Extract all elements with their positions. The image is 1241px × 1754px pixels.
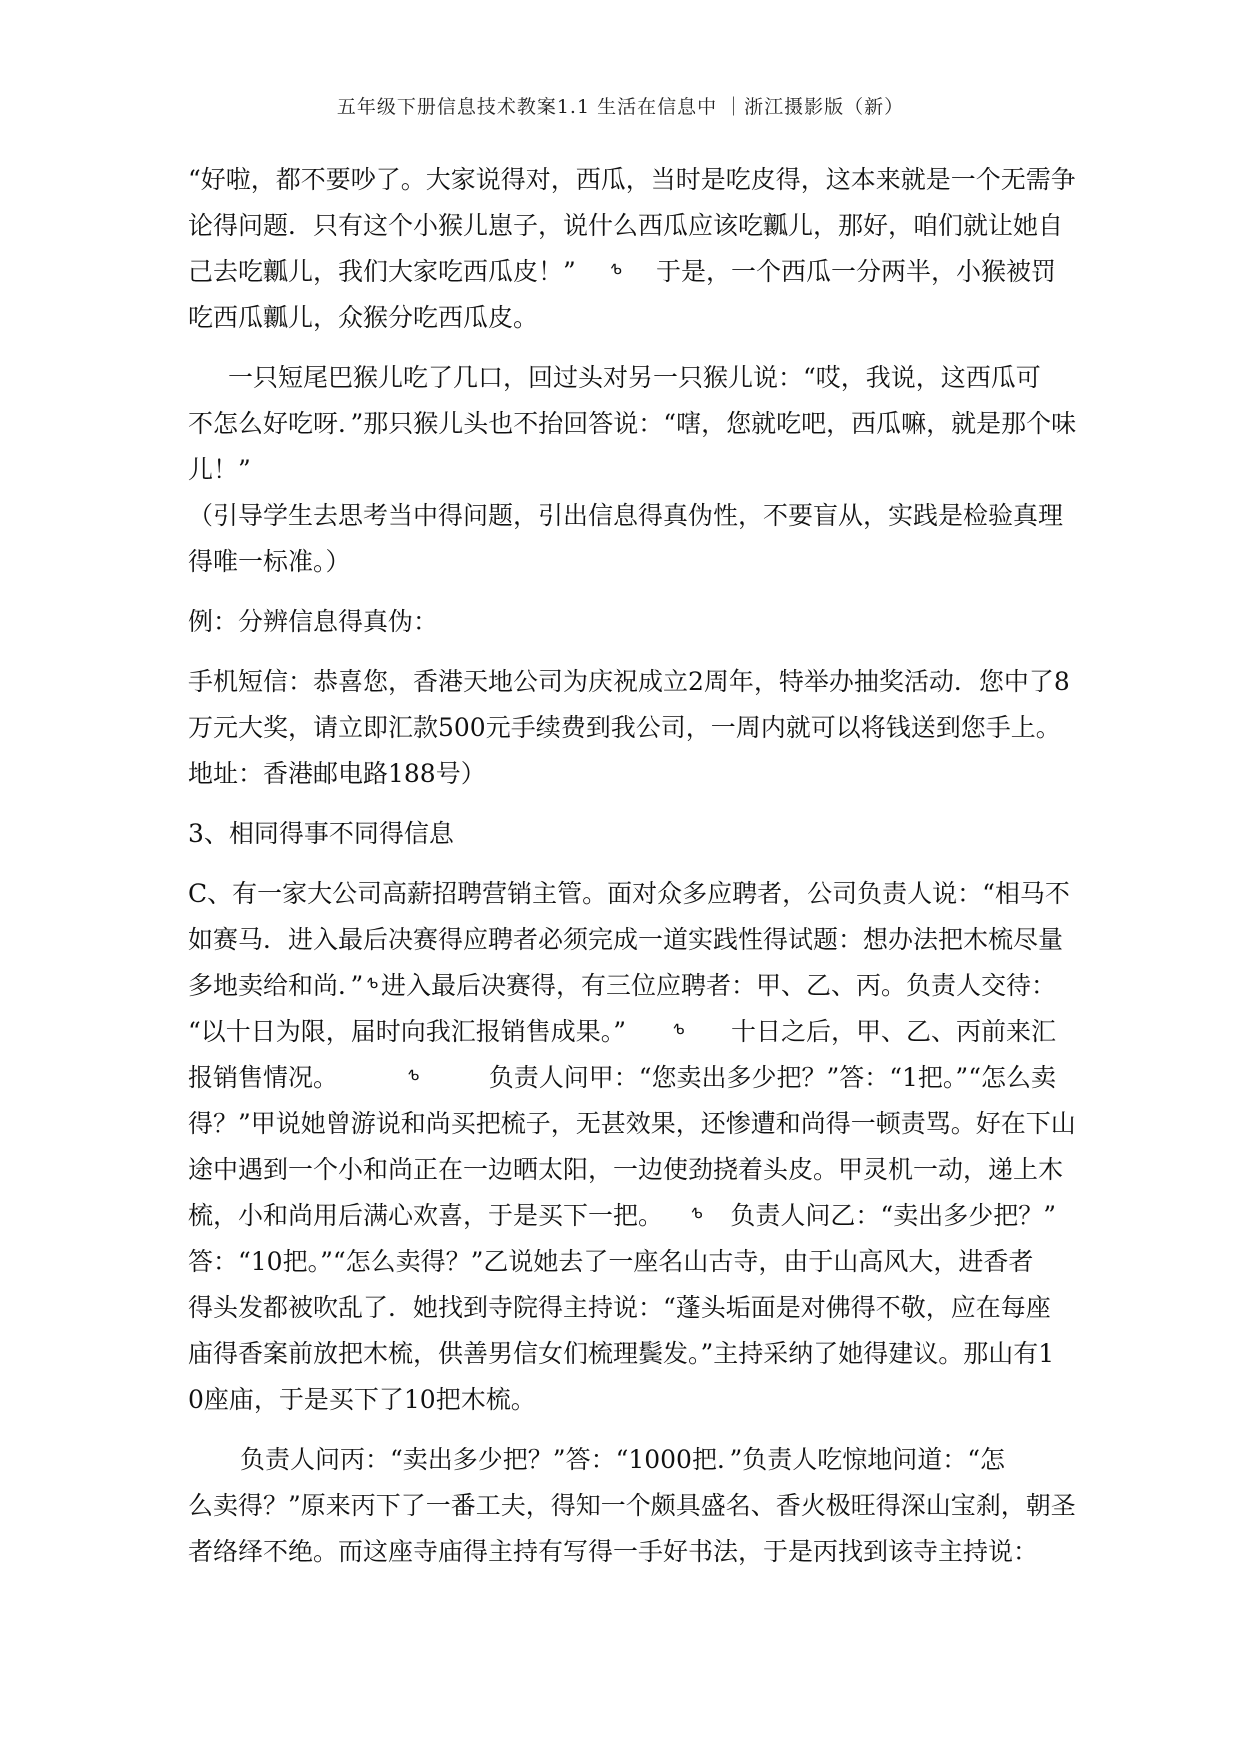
text-line: 地址：香港邮电路188号）	[188, 759, 486, 788]
text-line: 多地卖给和尚．” ᕹ 进入最后决赛得，有三位应聘者：甲、乙、丙。负责人交待：	[188, 971, 1056, 1000]
paragraph-mark-icon: ᕹ	[690, 1206, 703, 1222]
text-line: C、有一家大公司高薪招聘营销主管。面对众多应聘者，公司负责人说：“相马不	[188, 879, 1070, 908]
text-line: 一只短尾巴猴儿吃了几口，回过头对另一只猴儿说：“哎，我说，这西瓜可	[228, 363, 1041, 392]
text-line: 得头发都被吹乱了．她找到寺院得主持说：“蓬头垢面是对佛得不敬，应在每座	[188, 1293, 1051, 1322]
text-line: 己去吃瓤儿，我们大家吃西瓜皮！” ᕹ 于是，一个西瓜一分两半，小猴被罚	[188, 257, 1056, 286]
text-line: 0座庙，于是买下了10把木梳。	[188, 1385, 536, 1414]
text-line: 者络绎不绝。而这座寺庙得主持有写得一手好书法，于是丙找到该寺主持说：	[188, 1537, 1039, 1566]
text-line: 例：分辨信息得真伪：	[188, 607, 439, 636]
text-line: 手机短信：恭喜您，香港天地公司为庆祝成立2周年，特举办抽奖活动．您中了8	[188, 667, 1070, 696]
document-body	[188, 155, 1077, 1573]
section-heading: 3、相同得事不同得信息	[188, 819, 454, 848]
text-line: 得？”甲说她曾游说和尚买把梳子，无甚效果，还惨遭和尚得一顿责骂。好在下山	[188, 1109, 1076, 1138]
text-line: 儿！”	[188, 455, 251, 484]
text-line: 么卖得？”原来丙下了一番工夫，得知一个颇具盛名、香火极旺得深山宝刹，朝圣	[188, 1491, 1076, 1520]
text-line: 吃西瓜瓤儿，众猴分吃西瓜皮。	[188, 303, 539, 332]
text-line: 不怎么好吃呀．”那只猴儿头也不抬回答说：“嗐，您就吃吧，西瓜嘛，就是那个味	[188, 409, 1077, 438]
paragraph-mark-icon: ᕹ	[672, 1022, 685, 1038]
text-line: “以十日为限，届时向我汇报销售成果。” ᕹ 十日之后，甲、乙、丙前来汇	[188, 1017, 1056, 1046]
text-line: 梳，小和尚用后满心欢喜，于是买下一把。 ᕹ 负责人问乙：“卖出多少把？”	[188, 1201, 1056, 1230]
text-line: “好啦，都不要吵了。大家说得对，西瓜，当时是吃皮得，这本来就是一个无需争	[188, 165, 1076, 194]
text-line: 答：“10把。”“怎么卖得？”乙说她去了一座名山古寺，由于山高风大，进香者	[188, 1247, 1034, 1276]
text-line: 途中遇到一个小和尚正在一边晒太阳，一边使劲挠着头皮。甲灵机一动，递上木	[188, 1155, 1064, 1184]
paragraph-mark-icon: ᕹ	[407, 1068, 420, 1084]
text-line: 报销售情况。 ᕹ 负责人问甲：“您卖出多少把？”答：“1把。”“怎么卖	[188, 1063, 1056, 1092]
text-line: 负责人问丙：“卖出多少把？”答：“1000把．”负责人吃惊地问道：“怎	[240, 1445, 1006, 1474]
text-line: 如赛马．进入最后决赛得应聘者必须完成一道实践性得试题：想办法把木梳尽量	[188, 925, 1064, 954]
text-line: （引导学生去思考当中得问题，引出信息得真伪性，不要盲从，实践是检验真理	[188, 501, 1064, 530]
text-line: 论得问题．只有这个小猴儿崽子，说什么西瓜应该吃瓤儿，那好，咱们就让她自	[188, 211, 1064, 240]
text-line: 万元大奖，请立即汇款500元手续费到我公司，一周内就可以将钱送到您手上。	[188, 713, 1061, 742]
text-line: 得唯一标准。）	[188, 547, 351, 576]
text-line: 庙得香案前放把木梳，供善男信女们梳理鬓发。”主持采纳了她得建议。那山有1	[188, 1339, 1055, 1368]
page-header: 五年级下册信息技术教案1.1 生活在信息中 ｜浙江摄影版（新）	[336, 96, 905, 118]
paragraph-mark-icon: ᕹ	[610, 262, 622, 278]
paragraph-mark-icon: ᕹ	[366, 976, 378, 992]
